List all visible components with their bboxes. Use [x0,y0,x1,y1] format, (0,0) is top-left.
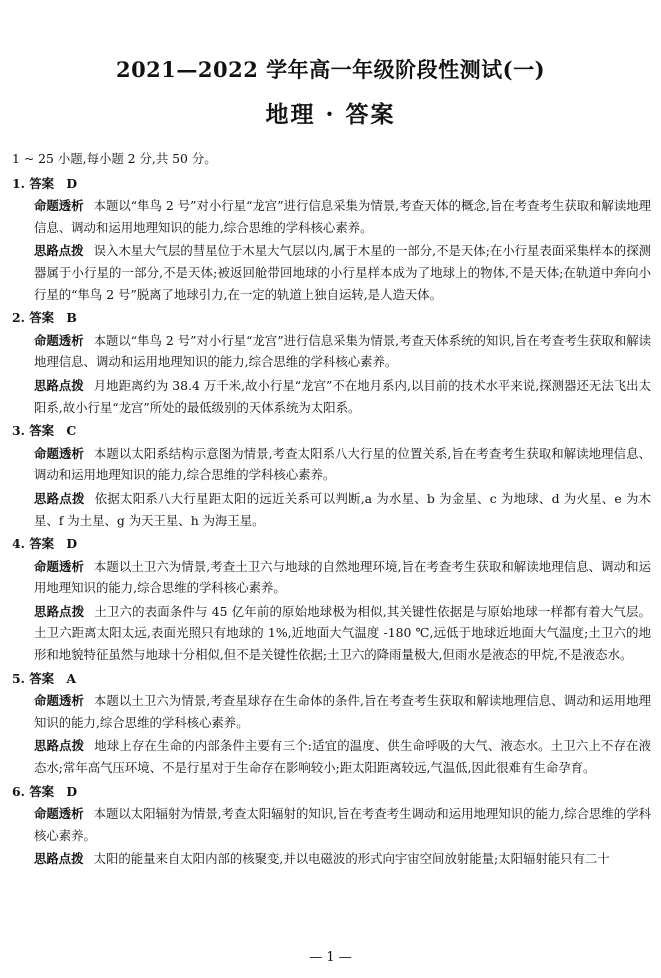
hint-paragraph [12,601,651,666]
hint-paragraph [12,240,651,305]
question-answer-heading: 6. 答案 D [12,783,78,799]
analysis-text: 本题以土卫六为情景,考查土卫六与地球的自然地理环境,旨在考查考生获取和解读地理信息、调动和运用地理知识的能力,综合思维的学科核心素养。 [34,558,651,596]
document-title: 2021—2022 学年高一年级阶段性测试(一) [115,57,546,82]
document-subtitle: 地理 · 答案 [265,101,396,128]
question-block [12,781,651,870]
analysis-label: 命题透析 [34,198,84,214]
hint-label: 思路点拨 [34,603,85,619]
question-answer-heading: 3. 答案 C [12,423,77,439]
hint-text: 地球上存在生命的内部条件主要有三个:适宜的温度、供生命呼吸的大气、液态水。土卫六上不存在液态水;常年高气压环境、不是行星对于生命存在影响较小;距太阳距离较远,气温低,因此很难有生命孕育。 [34,738,651,776]
hint-label: 思路点拨 [34,738,85,754]
analysis-text: 本题以太阳系结构示意图为情景,考查太阳系八大行星的位置关系,旨在考查考生获取和解读地理信息、调动和运用地理知识的能力,综合思维的学科核心素养。 [34,445,651,483]
question-list [12,173,651,870]
analysis-label: 命题透析 [34,332,84,348]
question-answer-heading: 2. 答案 B [12,310,77,326]
hint-text: 太阳的能量来自太阳内部的核聚变,并以电磁波的形式向宇宙空间放射能量;太阳辐射能只有二十 [93,851,610,867]
analysis-text: 本题以太阳辐射为情景,考查太阳辐射的知识,旨在考查考生调动和运用地理知识的能力,综合思维的学科核心素养。 [34,806,652,843]
question-block [12,533,651,666]
analysis-text: 本题以土卫六为情景,考查星球存在生命体的条件,旨在考查考生获取和解读地理信息、调动和运用地理知识的能力,综合思维的学科核心素养。 [34,693,651,730]
hint-text: 误入木星大气层的彗星位于木星大气层以内,属于木星的一部分,不是天体;在小行星表面采集样本的探测器属于小行星的一部分,不是天体;被返回舱带回地球的小行星样本成为了地球上的物体,不是天体;在轨道中奔向小行星的“隼鸟 2 号”脱离了地球引力,在一定的轨道上独自运转,是人造天体。 [34,243,651,302]
hint-label: 思路点拨 [34,851,84,867]
hint-label: 思路点拨 [34,377,84,393]
question-block [12,173,651,306]
question-block [12,420,651,531]
analysis-paragraph [12,556,651,599]
question-answer-heading: 5. 答案 A [12,670,77,686]
analysis-paragraph [12,330,651,373]
analysis-label: 命题透析 [34,558,84,574]
hint-paragraph [12,735,651,778]
hint-paragraph [12,488,651,531]
page-number: — 1 — [309,950,352,965]
analysis-text: 本题以“隼鸟 2 号”对小行星“龙宫”进行信息采集为情景,考查天体系统的知识,旨在考查考生获取和解读地理信息、调动和运用地理知识的能力,综合思维的学科核心素养。 [34,332,652,370]
analysis-label: 命题透析 [34,693,84,709]
hint-text: 土卫六的表面条件与 45 亿年前的原始地球极为相似,其关键性依据是与原始地球一样都有着大气层。土卫六距离太阳太远,表面光照只有地球的 1%,近地面大气温度 -180 ℃,远低于地球近地面大气温度;土卫六的地形和地貌特征虽然与地球十分相似,但不是关键性依据;土卫六的降雨量极大,但雨水是液态的甲烷,不是液态水。 [34,603,651,663]
answer-content [12,148,651,872]
analysis-paragraph [12,690,651,733]
analysis-text: 本题以“隼鸟 2 号”对小行星“龙宫”进行信息采集为情景,考查天体的概念,旨在考查考生获取和解读地理信息、调动和运用地理知识的能力,综合思维的学科核心素养。 [34,198,652,235]
question-answer-heading: 4. 答案 D [12,536,78,552]
question-block [12,307,651,418]
analysis-paragraph [12,803,651,846]
hint-label: 思路点拨 [34,490,85,506]
hint-paragraph [12,848,651,870]
question-answer-heading: 1. 答案 D [12,175,78,191]
analysis-paragraph [12,195,651,238]
hint-text: 依据太阳系八大行星距太阳的远近关系可以判断,a 为水星、b 为金星、c 为地球、d 为火星、e 为木星、f 为土星、g 为天王星、h 为海王星。 [34,490,652,528]
intro-text: 1 ~ 25 小题,每小题 2 分,共 50 分。 [12,151,217,166]
analysis-paragraph [12,443,651,486]
hint-paragraph [12,375,651,418]
analysis-label: 命题透析 [34,806,84,822]
hint-text: 月地距离约为 38.4 万千米,故小行星“龙宫”不在地月系内,以目前的技术水平来说,探测器还无法飞出太阳系,故小行星“龙宫”所处的最低级别的天体系统为太阳系。 [34,377,652,415]
question-block [12,668,651,779]
analysis-label: 命题透析 [34,445,84,461]
hint-label: 思路点拨 [34,243,84,259]
